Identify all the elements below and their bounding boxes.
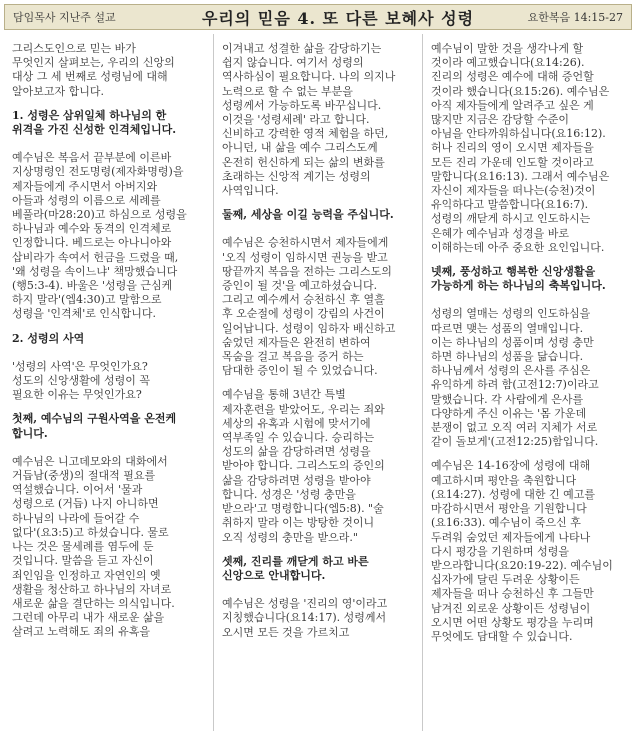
column-3 (422, 34, 631, 731)
body-paragraph: 성령의 열매는 성령의 인도하심을 따르면 맺는 성품의 열매입니다. 이는 하나님의 성품이며 성령 충만 하면 하나님의 성품을 닮습니다. 하나님께서 성령의 은사를 주심은 유익하게 하려 함(고전12:7)이라고 말했습니다. 각 사람에게 은사를 다양하게 주신 이유는 '몸 가운데 분쟁이 없고 오직 여러 지체가 서로 같이 돌보게'(고전12:25)함입니다. (431, 307, 599, 449)
body-paragraph: 예수님이 말한 것을 생각나게 할 것이라 예고했습니다(요14:26). 진리의 성령은 예수에 대해 증언할 것이라 했습니다(요15:26). 예수님은 아직 제자들에게 알려주고 싶은 게 많지만 지금은 감당할 수준이 아님을 안타까워하십니다(요16:12). 허나 진리의 영이 오시면 제자들을 모든 진리 가운데 인도할 것이라고 말합니다(요16:13). 그래서 예수님은 자신이 제자들을 떠나는(승천)것이 유익하다고 말씀합니다(요16:7). 성령의 깨닫게 하시고 인도하시는 은혜가 예수님과 성경을 바로 이해하는데 아주 중요한 요인입니다. (431, 42, 610, 254)
sermon-header (4, 4, 632, 30)
body-paragraph: 예수님을 통해 3년간 특별 제자훈련을 받았어도, 우리는 죄와 세상의 유혹과 시험에 맞서기에 역부족일 수 있습니다. 승리하는 성도의 삶을 감당하려면 성령을 받아야 합니다. 그리스도의 증인의 삶을 감당하려면 성령을 받아야 합니다. 성경은 '성령 충만을 받으라'고 명령합니다(엡5:8). "술 취하지 말라 이는 방탕한 것이니 오직 성령의 충만을 받으라." (222, 388, 385, 544)
section-heading: 2. 성령의 사역 (12, 331, 85, 345)
body-paragraph: 예수님은 복음서 끝부분에 이른바 지상명령인 전도명령(제자화명령)을 제자들에게 주시면서 아버지와 아들과 성령의 이름으로 세례를 베풀라(마28:20)고 하심으로 성령을 하나님과 예수와 동격의 인격체로 인정합니다. 베드로는 아나니아와 삽비라가 속여서 헌금을 드렸을 때, '왜 성령을 속이느냐' 책망했습니다 (행5:3-4). 바울은 '성령을 근심케 하지 말라'(엡4:30)고 말함으로 성령을 '인격체'로 인식합니다. (12, 151, 187, 321)
column-2 (213, 34, 422, 731)
body-paragraph: 이겨내고 성결한 삶을 감당하기는 쉽지 않습니다. 여기서 성령의 역사하심이 필요합니다. 나의 의지나 노력으로 할 수 없는 부분을 성령께서 가능하도록 바꾸십니다. 이것을 '성령세례' 라고 합니다. 신비하고 강력한 영적 체험을 하던, 아니던, 내 삶을 예수 그리스도께 온전히 헌신하게 되는 삶의 변화를 초래하는 신앙적 계기는 성령의 사역입니다. (222, 42, 396, 198)
section-heading: 1. 성령은 삼위일체 하나님의 한 위격을 가진 신성한 인격체입니다. (12, 108, 177, 137)
scripture-reference: 요한복음 14:15-27 (527, 11, 623, 24)
text-columns (4, 34, 632, 731)
body-paragraph: 예수님은 니고데모와의 대화에서 거듭남(중생)의 절대적 필요를 역설했습니다. 이어서 '물과 성령으로 (거듭) 나지 아니하면 하나님의 나라에 들어갈 수 없다'(요3:5)고 하셨습니다. 물로 나는 것은 물세례를 염두에 둔 것입니다. 말씀을 듣고 자신이 죄인임을 인정하고 자연인의 옛 생활을 청산하고 하나님의 자녀로 새로운 삶을 결단하는 의식입니다. 그런데 아무리 내가 새로운 삶을 살려고 노력해도 죄의 유혹을 (12, 454, 175, 639)
body-paragraph: '성령의 사역'은 무엇인가요? 성도의 신앙생활에 성령이 꼭 필요한 이유는 무엇인가요? (12, 359, 151, 402)
section-heading: 첫째, 예수님의 구원사역을 온전케 합니다. (12, 412, 177, 440)
body-paragraph: 예수님은 14-16장에 성령에 대해 예고하시며 평안을 축원합니다 (요14:27). 성령에 대한 긴 예고를 마감하시면서 평안을 기원합니다 (요16:33). 예수님이 죽으신 후 두려워 숨었던 제자들에게 나타나 다시 평강을 기원하며 성령을 받으라합니다(요20:19-22). 예수님이 십자가에 달린 두려운 상황이든 제자들을 떠나 승천하신 후 그들만 남겨진 외로운 상황이든 성령님이 오시면 어떤 상황도 평강을 누리며 무엇에도 담대할 수 있습니다. (431, 459, 613, 643)
body-paragraph: 그리스도인으로 믿는 바가 무엇인지 살펴보는, 우리의 신앙의 대상 그 세 번째로 성령님에 대해 알아보고자 합니다. (12, 42, 175, 98)
body-paragraph: 예수님은 승천하시면서 제자들에게 '오직 성령이 임하시면 권능을 받고 땅끝까지 복음을 전하는 그리스도의 증인이 될 것'을 예고하셨습니다. 그리고 예수께서 승천하신 후 열흘 후 오순절에 성령이 강림의 사건이 일어납니다. 성령이 임하자 배신하고 숨었던 제자들은 완전히 변하여 목숨을 걸고 복음을 증거 하는 담대한 증인이 될 수 있었습니다. (222, 236, 396, 378)
body-paragraph: 예수님은 성령을 '진리의 영'이라고 지칭했습니다(요14:17). 성령께서 오시면 모든 것을 가르치고 (222, 597, 388, 639)
column-1 (4, 34, 213, 731)
section-label: 담임목사 지난주 설교 (13, 11, 116, 24)
section-heading: 넷째, 풍성하고 행복한 신앙생활을 가능하게 하는 하나님의 축복입니다. (431, 265, 606, 293)
section-heading: 둘째, 세상을 이길 능력을 주십니다. (222, 208, 394, 222)
sermon-title: 우리의 믿음 4. 또 다른 보혜사 성령 (201, 8, 475, 28)
section-heading: 셋째, 진리를 깨닫게 하고 바른 신앙으로 안내합니다. (222, 554, 369, 582)
